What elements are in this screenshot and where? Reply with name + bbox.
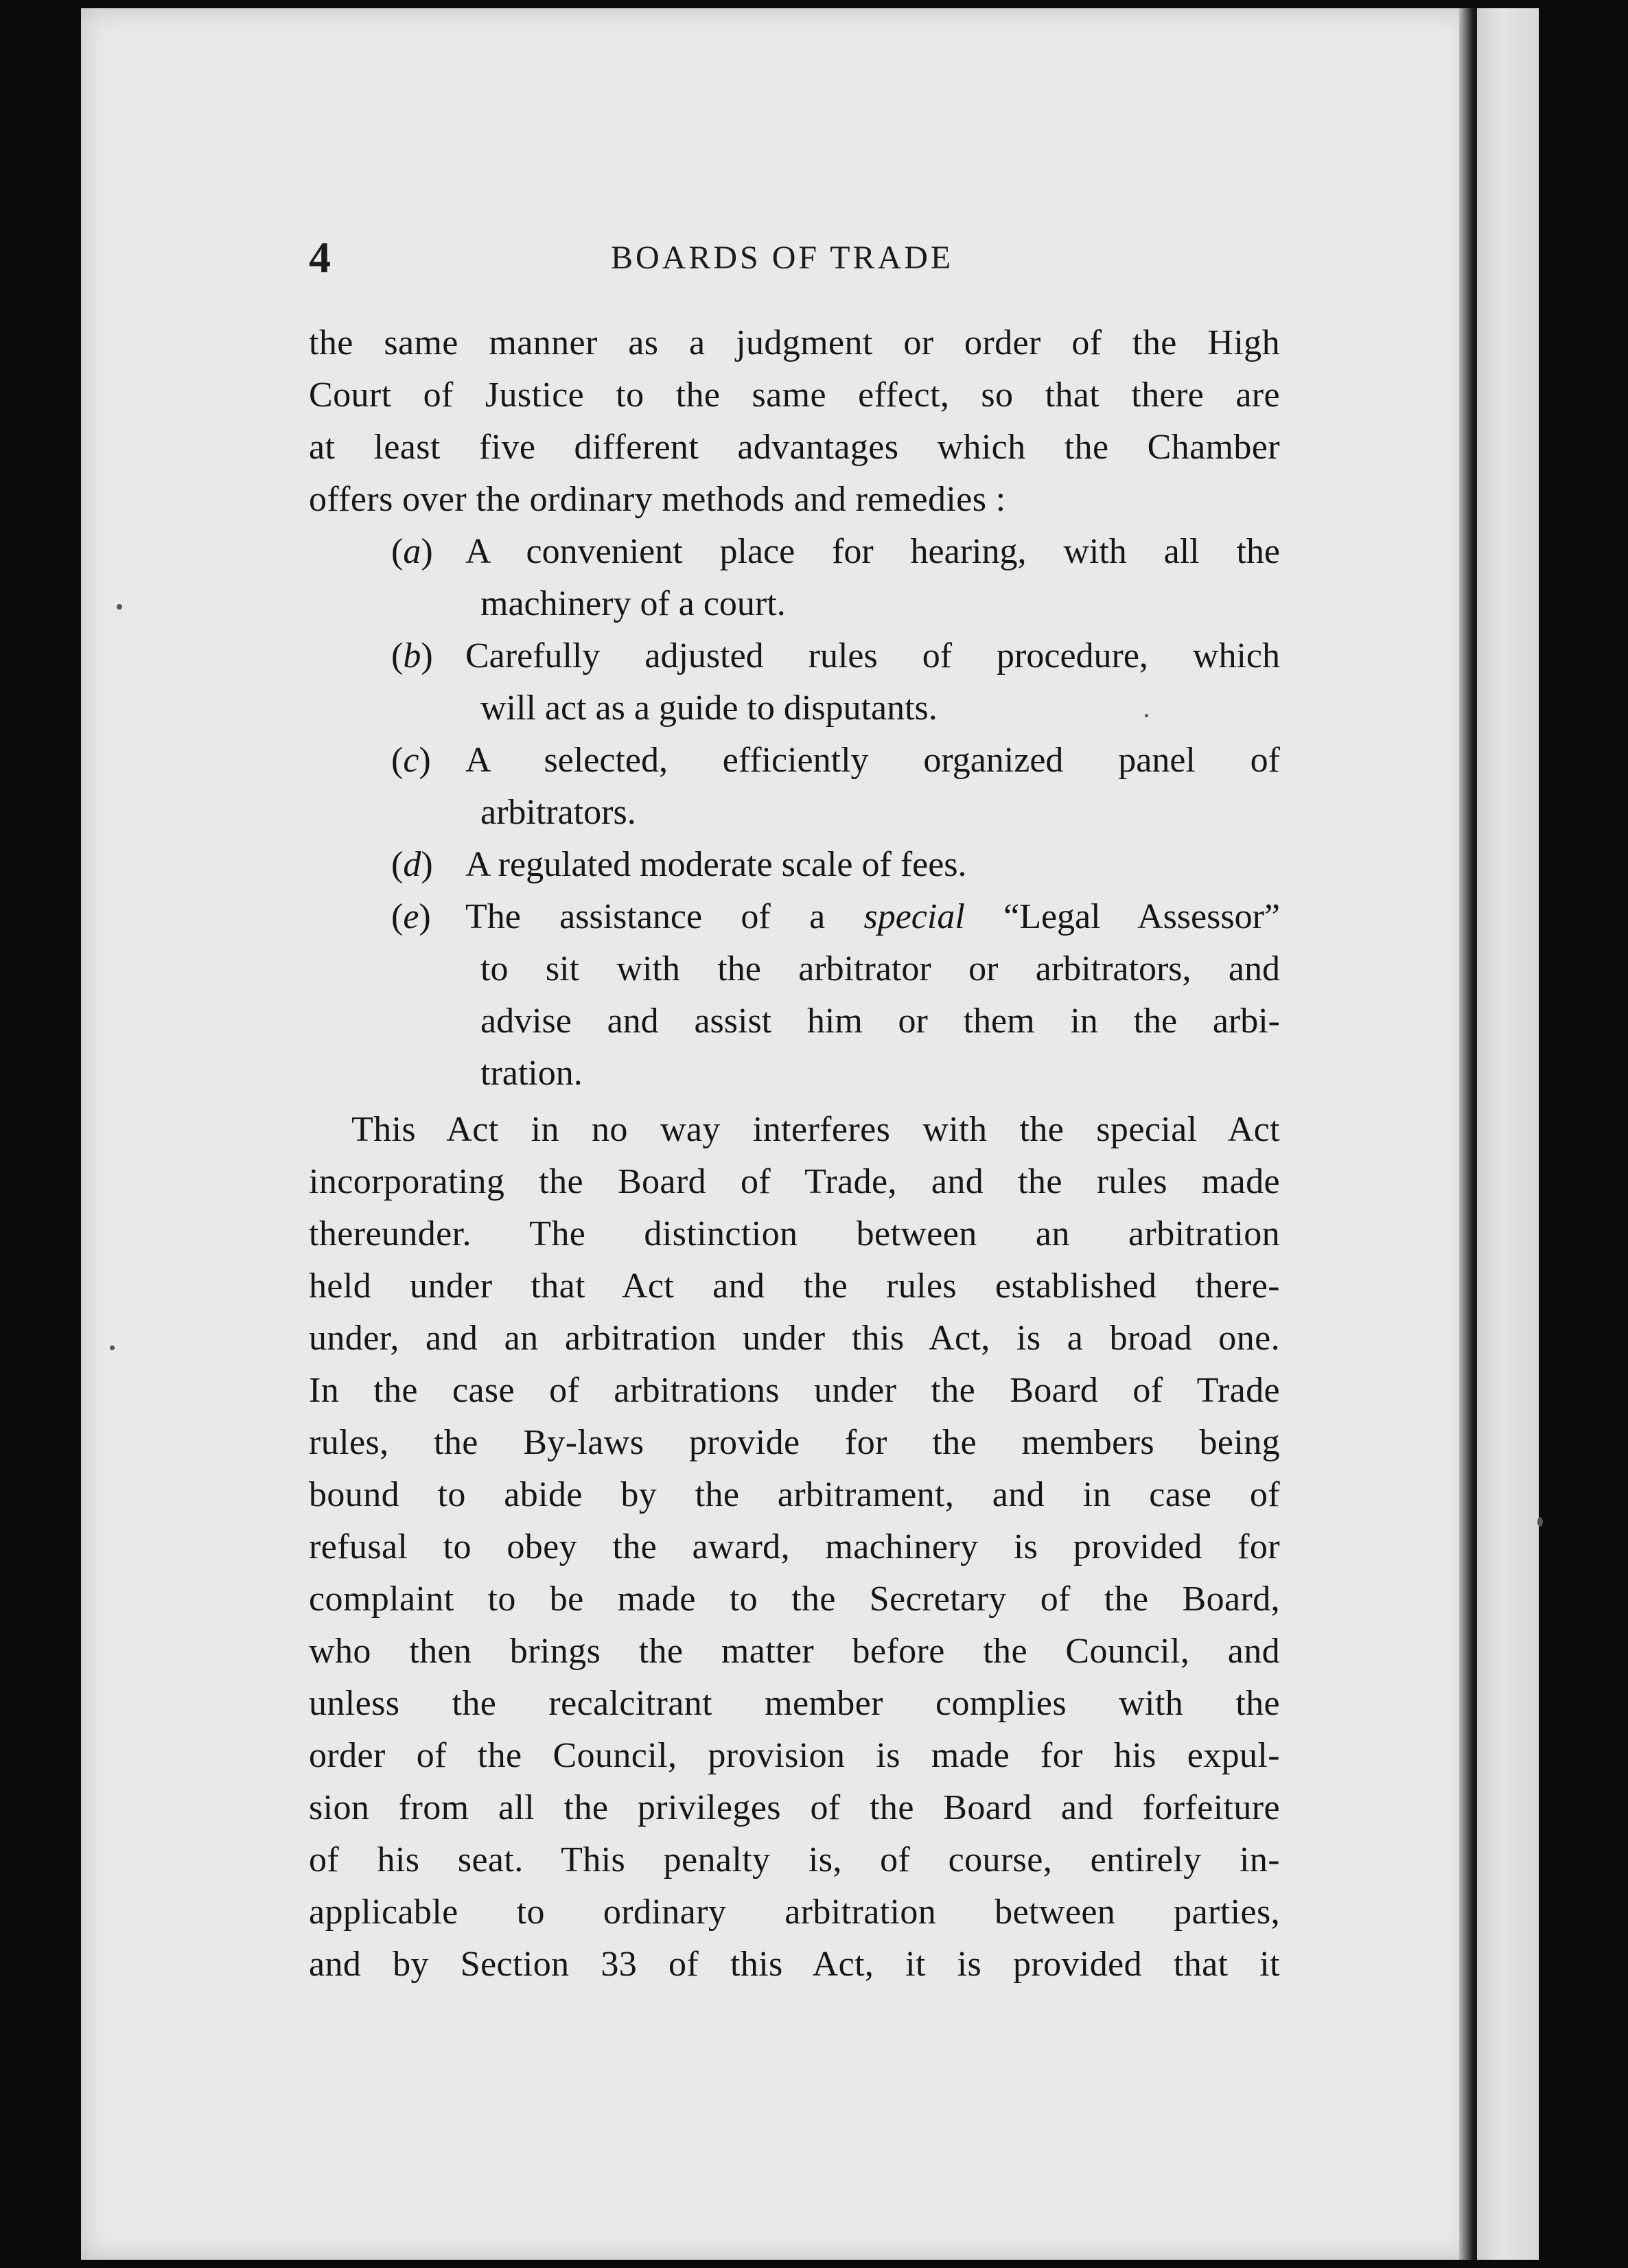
text-line: refusal to obey the award, machinery is provided for (309, 1527, 1280, 1566)
text-line: order of the Council, provision is made for his expul- (309, 1736, 1280, 1775)
text-line: applicable to ordinary arbitration between parties, (309, 1893, 1280, 1932)
intro-paragraph (309, 317, 1280, 526)
next-page-edge (1473, 8, 1539, 2260)
item-label: (e) (391, 897, 431, 936)
scan-speck (1537, 1517, 1543, 1527)
text-line: who then brings the matter before the Council, and (309, 1632, 1280, 1671)
text-line: sion from all the privileges of the Board and forfeiture (309, 1788, 1280, 1827)
text-line: thereunder. The distinction between an arbitration (309, 1214, 1280, 1253)
body-text (309, 317, 1280, 1991)
text-line: This Act in no way interferes with the special Act (351, 1110, 1280, 1149)
text-line: bound to abide by the arbitrament, and in case of (309, 1475, 1280, 1514)
item-line: The assistance of a special “Legal Assessor” (465, 897, 1280, 936)
advantages-list (309, 526, 1280, 1100)
text-line: incorporating the Board of Trade, and the rules made (309, 1162, 1280, 1201)
main-paragraph (309, 1104, 1280, 1991)
text-line: at least five different advantages which the Chamber (309, 428, 1280, 467)
item-line: A convenient place for hearing, with all the (465, 532, 1280, 571)
scan-speck (1145, 714, 1148, 717)
item-label: (a) (391, 532, 433, 571)
item-line: arbitrators. (480, 793, 636, 832)
text-line: of his seat. This penalty is, of course, entirely in- (309, 1840, 1280, 1879)
list-item (309, 891, 1280, 1100)
item-line: A selected, efficiently organized panel of (465, 741, 1280, 780)
text-line: held under that Act and the rules established there- (309, 1266, 1280, 1306)
item-line: tration. (480, 1054, 583, 1093)
running-head: BOARDS OF TRADE (611, 240, 954, 276)
text-line: In the case of arbitrations under the Board of Trade (309, 1371, 1280, 1410)
text-line: offers over the ordinary methods and remedies : (309, 480, 1006, 519)
text-line: under, and an arbitration under this Act, is a broad one. (309, 1319, 1280, 1358)
scan-speck (110, 1345, 115, 1350)
page-number: 4 (309, 233, 331, 281)
list-item (309, 734, 1280, 839)
text-line: and by Section 33 of this Act, it is provided that it (309, 1945, 1280, 1984)
scan-speck (117, 604, 122, 610)
item-line: machinery of a court. (480, 584, 786, 623)
emphasis-special: special (863, 897, 965, 936)
item-label: (b) (391, 636, 433, 675)
page-fold-shadow (1459, 8, 1474, 2260)
text-line: unless the recalcitrant member complies with the (309, 1684, 1280, 1723)
item-label: (c) (391, 741, 431, 780)
text-line: complaint to be made to the Secretary of the Board, (309, 1579, 1280, 1619)
text-line: the same manner as a judgment or order of the High (309, 323, 1280, 362)
item-line: to sit with the arbitrator or arbitrators, and (480, 949, 1280, 988)
item-line: Carefully adjusted rules of procedure, which (465, 636, 1280, 675)
list-item (309, 630, 1280, 734)
item-line: advise and assist him or them in the arbi- (480, 1002, 1280, 1041)
text-line: rules, the By-laws provide for the members being (309, 1423, 1280, 1462)
item-line: will act as a guide to disputants. (480, 688, 938, 728)
text-line: Court of Justice to the same effect, so that there are (309, 375, 1280, 415)
list-item (309, 839, 1280, 891)
item-label: (d) (391, 845, 433, 884)
item-line: A regulated moderate scale of fees. (465, 845, 967, 884)
page-header (309, 232, 1283, 287)
list-item (309, 526, 1280, 630)
